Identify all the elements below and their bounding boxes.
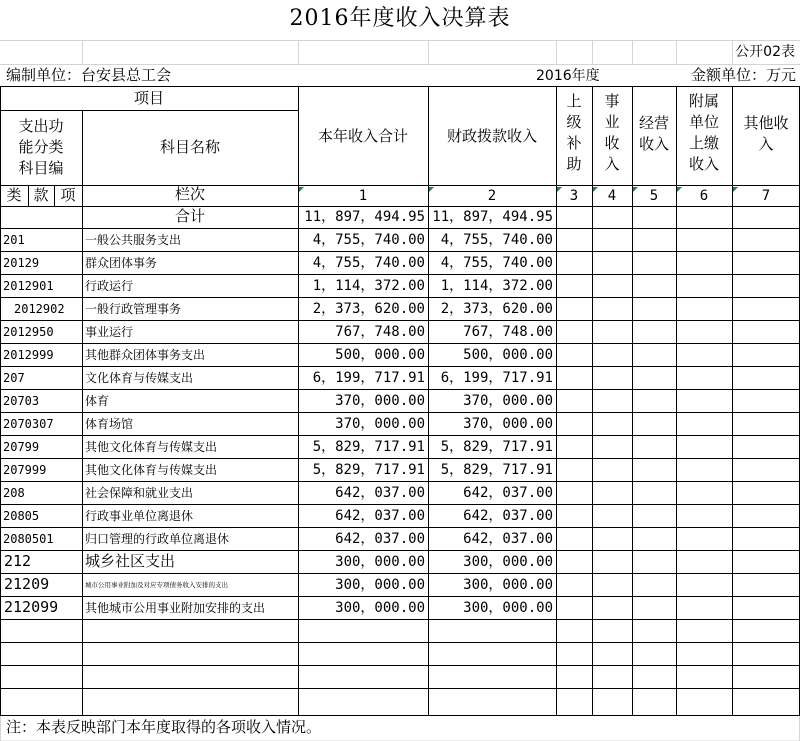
row-fiscal: 642，037.00	[463, 485, 553, 501]
header-lei: 类	[6, 186, 22, 204]
header-xiang: 项	[60, 186, 76, 204]
row-name: 一般公共服务支出	[85, 233, 182, 247]
row-total: 370，000.00	[335, 416, 425, 432]
row-name: 体育	[85, 394, 110, 408]
column-number: 1	[358, 188, 368, 204]
row-fiscal: 5，829，717.91	[440, 439, 553, 455]
row-fiscal: 2，373，620.00	[440, 301, 553, 317]
row-fiscal: 642，037.00	[463, 508, 553, 524]
header-function-code: 支出功 能分类 科目编	[18, 117, 64, 177]
row-total: 2，373，620.00	[312, 301, 425, 317]
row-total: 6，199，717.91	[312, 370, 425, 386]
row-name: 社会保障和就业支出	[85, 486, 194, 500]
row-name: 归口管理的行政单位离退休	[85, 532, 230, 546]
total-row-total: 11，897，494.95	[304, 209, 425, 225]
header-item: 项目	[133, 89, 164, 107]
row-total: 642，037.00	[335, 485, 425, 501]
row-name: 事业运行	[85, 325, 134, 339]
row-total: 767，748.00	[335, 324, 425, 340]
total-row-fiscal: 11，897，494.95	[432, 209, 553, 225]
row-fiscal: 767，748.00	[463, 324, 553, 340]
row-code: 2080501	[3, 532, 54, 546]
row-fiscal: 5，829，717.91	[440, 462, 553, 478]
row-total: 1，114，372.00	[312, 278, 425, 294]
row-fiscal: 1，114，372.00	[440, 278, 553, 294]
row-total: 642，037.00	[335, 508, 425, 524]
organization-label: 编制单位：台安县总工会	[6, 66, 172, 84]
row-name: 群众团体事务	[85, 256, 158, 270]
header-business-income: 事 业 收 入	[604, 92, 620, 173]
header-subject-name: 科目名称	[159, 138, 220, 156]
row-code: 201	[3, 233, 25, 247]
row-code: 20799	[3, 440, 40, 454]
row-code: 21209	[4, 575, 50, 593]
header-superior-subsidy: 上 级 补 助	[566, 92, 582, 173]
row-name: 行政运行	[85, 279, 134, 293]
row-code: 2012902	[14, 302, 65, 316]
row-total: 300，000.00	[335, 577, 425, 593]
row-total: 300，000.00	[335, 554, 425, 570]
row-fiscal: 370，000.00	[463, 393, 553, 409]
row-fiscal: 500，000.00	[463, 347, 553, 363]
row-code: 212099	[4, 598, 59, 616]
row-fiscal: 4，755，740.00	[440, 232, 553, 248]
row-total: 4，755，740.00	[312, 232, 425, 248]
row-total: 642，037.00	[335, 531, 425, 547]
row-code: 212	[4, 552, 32, 570]
row-fiscal: 300，000.00	[463, 600, 553, 616]
row-code: 20703	[3, 394, 40, 408]
row-code: 2012950	[3, 325, 54, 339]
row-fiscal: 642，037.00	[463, 531, 553, 547]
header-total-income: 本年收入合计	[317, 127, 408, 145]
row-fiscal: 300，000.00	[463, 554, 553, 570]
fiscal-year: 2016年度	[536, 68, 600, 84]
total-row-label: 合计	[174, 207, 205, 225]
column-number: 7	[761, 188, 771, 204]
row-code: 2070307	[3, 417, 54, 431]
row-name: 体育场馆	[85, 417, 134, 431]
row-name: 其他城市公用事业附加安排的支出	[85, 601, 266, 615]
page-title: 2016年度收入决算表	[289, 6, 511, 31]
column-number: 2	[487, 188, 497, 204]
row-code: 2012999	[3, 348, 54, 362]
row-name: 一般行政管理事务	[85, 302, 182, 316]
row-code: 208	[3, 486, 25, 500]
row-code: 207999	[3, 463, 47, 477]
row-fiscal: 6，199，717.91	[440, 370, 553, 386]
row-code: 207	[3, 371, 25, 385]
column-number: 5	[649, 188, 659, 204]
row-fiscal: 4，755，740.00	[440, 255, 553, 271]
row-fiscal: 370，000.00	[463, 416, 553, 432]
row-code: 20129	[3, 256, 40, 270]
header-kuan: 款	[33, 186, 49, 204]
row-name: 其他群众团体事务支出	[85, 348, 206, 362]
row-total: 4，755，740.00	[312, 255, 425, 271]
row-fiscal: 300，000.00	[463, 577, 553, 593]
row-name: 行政事业单位离退休	[85, 509, 194, 523]
header-operating-income: 经营 收入	[638, 114, 669, 153]
row-total: 300，000.00	[335, 600, 425, 616]
header-fiscal-income: 财政拨款收入	[446, 127, 537, 145]
amount-unit-label: 金额单位：万元	[690, 66, 796, 84]
row-total: 370，000.00	[335, 393, 425, 409]
row-total: 5，829，717.91	[312, 439, 425, 455]
row-code: 2012901	[3, 279, 54, 293]
header-affiliated-income: 附属 单位 上缴 收入	[688, 92, 719, 173]
header-other-income: 其他收 入	[743, 114, 789, 153]
row-name: 其他文化体育与传媒支出	[85, 463, 218, 477]
footnote: 注：本表反映部门本年度取得的各项收入情况。	[6, 718, 322, 736]
column-number: 6	[699, 188, 709, 204]
row-total: 5，829，717.91	[312, 462, 425, 478]
row-code: 20805	[3, 509, 40, 523]
form-code: 公开02表	[735, 44, 795, 60]
column-number: 4	[607, 188, 617, 204]
row-name: 其他文化体育与传媒支出	[85, 440, 218, 454]
row-name: 城市公用事业附加及对应专项债务收入安排的支出	[85, 581, 228, 589]
column-number: 3	[569, 188, 579, 204]
header-lanci: 栏次	[174, 185, 205, 203]
row-name: 文化体育与传媒支出	[85, 371, 194, 385]
row-total: 500，000.00	[335, 347, 425, 363]
row-name: 城乡社区支出	[85, 552, 176, 570]
